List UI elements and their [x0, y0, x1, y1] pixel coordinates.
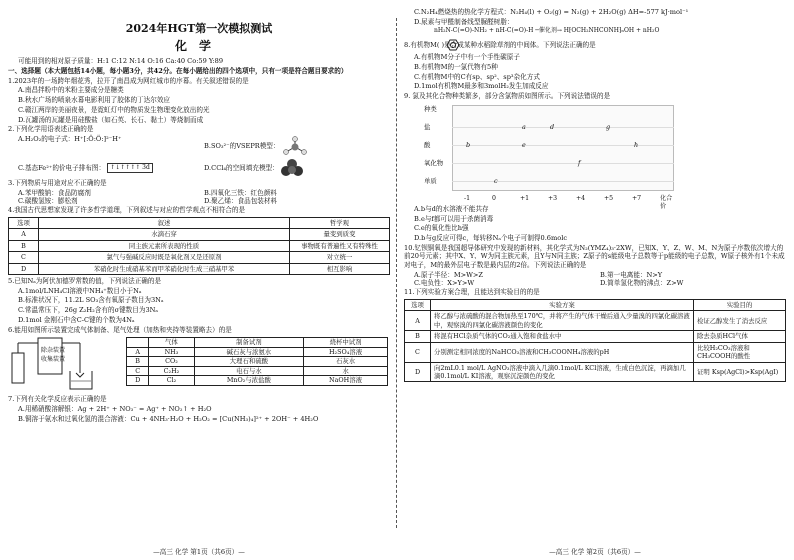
- q8-option-b: B.有机物M的一氯代物有5种: [414, 63, 498, 72]
- table-row: [9, 229, 390, 240]
- table-row: [9, 252, 390, 263]
- table-cell: 对立统一: [290, 252, 390, 263]
- q1-stem: 1.2023年的一场跨年烟花秀，拉开了南昌成为网红城市的序幕。有关叙述错误的是: [8, 76, 249, 85]
- grid-line: [452, 127, 674, 128]
- apparatus-label-2: 收集装置: [41, 356, 66, 364]
- table-cell: NH₃: [149, 347, 194, 356]
- grid-line: [452, 181, 674, 182]
- q5-option-b: B.标准状况下，11.2L SO₃含有氧原子数目为3Nₐ: [18, 296, 164, 305]
- atomic-masses: 可能用到的相对原子质量：H:1 C:12 N:14 O:16 Ca:40 Co:59 Y:89: [18, 57, 224, 66]
- table-header: 实验方案: [431, 299, 694, 310]
- q1-option-a: A.南昌拌粉中的米粉主要成分是糖类: [18, 86, 124, 95]
- vsepr-model-icon: [280, 136, 310, 156]
- y-tick-label: 盐: [424, 122, 431, 131]
- q2-option-c: C.基态Fe²⁺的价电子排布图：: [18, 163, 106, 172]
- page-footer-right: —高三 化学 第2页（共6页）—: [549, 548, 641, 556]
- x-tick-label: +1: [520, 194, 530, 202]
- table-row: [127, 347, 388, 356]
- x-axis-label: 化合价: [660, 194, 673, 211]
- q7-option-a: A.用稀硝酸溶解银：Ag + 2H⁺ + NO₃⁻ = Ag⁺ + NO₂↑ + H₂O: [18, 404, 212, 413]
- table-header: 烧杯中试剂: [304, 338, 388, 347]
- q9-option-b: B.e与f都可以用于杀菌消毒: [414, 214, 494, 223]
- table-cell: 苯硝化时生成硝基苯而甲苯硝化时生成三硝基甲苯: [39, 263, 290, 274]
- molecule-m-icon: [446, 38, 462, 52]
- table-cell: D: [127, 376, 149, 385]
- table-row: [405, 362, 786, 382]
- table-cell: 比较H₂CO₃溶液和CH₃COOH的酸性: [694, 342, 786, 362]
- q7-stem: 7.下列有关化学反应表示正确的是: [8, 395, 107, 404]
- q7d-equation: nH₂N-C(=O)-NH₂ + nH-C(=O)-H ─催化剂→ H⁅OCH₂NHCONH⁆ₙOH + nH₂O: [434, 27, 660, 35]
- q1-option-b: B.秋水广场的喷泉水幕电影利用了胶体的丁达尔效应: [18, 96, 171, 105]
- q1-option-c: C.赣江两岸的美丽夜景，是霓虹灯中的物质发生物理变化放出的光: [18, 105, 210, 114]
- q9-stem: 9. 氯及其化合物种类繁多，部分含氯物质如图所示。下列说法错误的是: [404, 92, 611, 101]
- q10-option-c: C.电负性：X>Y>W: [414, 279, 475, 288]
- q7-option-d: D.尿素与甲醛制备线型脲醛树脂：: [414, 17, 514, 26]
- chart-point-label: c: [494, 176, 498, 185]
- table-cell: 除去杂质HCl气体: [694, 331, 786, 342]
- table-cell: D: [9, 263, 39, 274]
- q10-option-b: B.第一电离能：N>Y: [600, 270, 663, 279]
- q5-stem: 5.已知Nₐ为阿伏加德罗常数的值，下列说法正确的是: [8, 277, 162, 286]
- chart-point-label: a: [522, 122, 526, 131]
- x-tick-label: 0: [492, 194, 496, 202]
- table-cell: 证明 Ksp(AgCl)>Ksp(AgI): [694, 362, 786, 382]
- table-cell: B: [127, 357, 149, 366]
- table-row: [127, 366, 388, 375]
- q2-option-b: B.SO₃²⁻的VSEPR模型：: [204, 141, 280, 150]
- chart-point-label: f: [578, 158, 581, 167]
- y-tick-label: 种类: [424, 104, 437, 113]
- table-cell: 检证乙醇发生了消去反应: [694, 311, 786, 331]
- table-row: [9, 240, 390, 251]
- grid-line: [452, 145, 674, 146]
- q6-table: [126, 337, 388, 385]
- table-cell: 石灰水: [304, 357, 388, 366]
- q3-option-c: C.碳酸氢铵：膨松剂: [18, 197, 78, 206]
- q3-option-d: D.聚乙烯：食品包装材料: [204, 197, 278, 206]
- q5-option-d: D.1mol 金刚石中含C-C键的个数为4Nₐ: [18, 315, 135, 324]
- y-tick-label: 氧化物: [424, 158, 444, 167]
- table-row: [9, 263, 390, 274]
- space-filling-model-icon: [279, 158, 305, 178]
- y-tick-label: 酸: [424, 140, 431, 149]
- table-cell: B: [9, 240, 39, 251]
- x-tick-label: -1: [464, 194, 471, 202]
- table-cell: 量变到质变: [290, 229, 390, 240]
- apparatus-icon: [8, 335, 126, 395]
- table-cell: 事物既有普遍性又有特殊性: [290, 240, 390, 251]
- left-column: [8, 8, 390, 424]
- chart-point-label: d: [550, 122, 555, 131]
- table-cell: C: [9, 252, 39, 263]
- q7-option-b: B.铜溶于氨水和过氧化氢的混合溶液：Cu + 4NH₃·H₂O + H₂O₂ = [Cu(NH₃)₄]²⁺ + 2OH⁻ + 4H₂O: [18, 414, 319, 423]
- apparatus-figure: [8, 335, 126, 395]
- chart-frame: [452, 105, 674, 191]
- q2-option-d: D.CCl₄的空间填充模型：: [204, 163, 279, 172]
- subject-title: 化学: [174, 38, 223, 53]
- q9-option-a: A.b与d的水溶液不能共存: [414, 204, 489, 213]
- q10-option-a: A.原子半径：M>W>Z: [414, 270, 483, 279]
- table-row: [127, 376, 388, 385]
- table-cell: 将混有HCl杂质气体的CO₂通入饱和食盐水中: [431, 331, 694, 342]
- q11-stem: 11.下列实验方案合理，且能达到实验目的的是: [404, 288, 540, 297]
- x-tick-label: +3: [548, 194, 558, 202]
- table-cell: Cl₂: [149, 376, 194, 385]
- section-1-heading: 一、选择题（本大题包括14小题，每小题3分，共42分。在每小题给出的四个选项中，只有一项是符合题目要求的）: [8, 67, 348, 76]
- table-cell: 水滴石穿: [39, 229, 290, 240]
- q8-option-c: C.有机物M中的C有sp、sp²、sp³杂化方式: [414, 72, 540, 81]
- q11-table: [404, 299, 786, 383]
- q3-option-b: B.四氧化三铁：红色颜料: [204, 188, 277, 197]
- page-footer-left: —高三 化学 第1页（共6页）—: [153, 548, 245, 556]
- grid-line: [452, 163, 674, 164]
- table-cell: 氯气与强碱反应时既是氧化剂又是还原剂: [39, 252, 290, 263]
- apparatus-label-1: 除杂装置: [41, 347, 66, 355]
- table-cell: 同主族元素所表现的性质: [39, 240, 290, 251]
- q5-option-c: C.常温常压下，26g Z₂H₂含有的σ键数目为3Nₐ: [18, 306, 158, 315]
- table-row: [127, 357, 388, 366]
- table-cell: MnO₂与浓盐酸: [194, 376, 303, 385]
- q4-header-option: 选项: [9, 217, 39, 228]
- orbital-diagram: ↑↓↑↑↑↑ 3d: [107, 163, 153, 173]
- table-cell: 碱石灰与浓氨水: [194, 347, 303, 356]
- table-cell: 电石与水: [194, 366, 303, 375]
- q3-stem: 3.下列物质与用途对应不正确的是: [8, 178, 107, 187]
- chart-point-label: g: [606, 122, 611, 131]
- y-tick-label: 单质: [424, 176, 437, 185]
- table-cell: CO₂: [149, 357, 194, 366]
- table-cell: D: [405, 362, 431, 382]
- q2-stem: 2.下列化学用语表述正确的是: [8, 125, 94, 134]
- q9-option-d: D.b与g反应可得c，每转移Nₐ个电子可制得0.6molc: [414, 233, 568, 242]
- column-divider: [396, 18, 397, 528]
- table-cell: A: [405, 311, 431, 331]
- table-cell: 水: [304, 366, 388, 375]
- q6-stem: 6.能用如图所示装置完成气体制备、尾气处理（加热和夹持等装置略去）的是: [8, 325, 232, 334]
- x-tick-label: +5: [604, 194, 614, 202]
- table-cell: C: [405, 342, 431, 362]
- table-cell: A: [9, 229, 39, 240]
- q7-option-c: C.N₂H₄燃烧热的热化学方程式：N₂H₄(l) + O₂(g) = N₂(g) + 2H₂O(g) ΔH=-577 kJ·mol⁻¹: [414, 8, 689, 16]
- table-header: 选项: [405, 299, 431, 310]
- table-cell: 分别测定相同浓度的NaHCO₃溶液和CH₃COONH₄溶液的pH: [431, 342, 694, 362]
- q4-stem: 4.我国古代思想家发现了许多哲学道理，下列叙述与对应的哲学观点不相符合的是: [8, 206, 246, 215]
- table-cell: C₂H₂: [149, 366, 194, 375]
- table-row: [405, 342, 786, 362]
- exam-title: 2024年HGT第一次模拟测试: [125, 22, 273, 35]
- table-cell: 向2mL0.1 mol/L AgNO₃溶液中滴入几滴0.1mol/L KCl溶液，生成白色沉淀，再滴加几滴0.1mol/L KI溶液，观察沉淀颜色的变化: [431, 362, 694, 382]
- table-cell: NaOH溶液: [304, 376, 388, 385]
- table-header: 实验目的: [694, 299, 786, 310]
- q4-header-statement: 叙述: [39, 217, 290, 228]
- table-cell: A: [127, 347, 149, 356]
- q2-option-a: A.H₂O₂的电子式：H⁺[:Ö:Ö:]²⁻H⁺: [18, 134, 122, 143]
- q9-option-c: C.e的氧化性比h强: [414, 224, 469, 233]
- table-cell: C: [127, 366, 149, 375]
- chart-point-label: e: [522, 140, 526, 149]
- table-cell: 将乙醇与浓硫酸的混合物加热至170℃，并将产生的气体干燥后通入少量溴的四氯化碳溶液中，观察溴的四氯化碳溶液颜色的变化: [431, 311, 694, 331]
- q3-option-a: A.苯甲酸钠：食品防腐剂: [18, 188, 91, 197]
- q8-option-a: A.有机物M分子中有一个手性碳原子: [414, 53, 520, 62]
- q8-option-d: D.1mol有机物M最多和3molH₂发生加成反应: [414, 82, 549, 91]
- table-cell: 相互影响: [290, 263, 390, 274]
- q10-stem: 10.钇钡铜氧是我国超导体研究中发现的新材料，其化学式为N₂(YMZ₄)₃·2XW，已知X、Y、Z、W、M、N为原子序数依次增大的前20号元素；其中X、Y、W为同主族元素，且Y与N同主族；Z原子的s能级电子总数等于p能级的电子总数，W原子核外有1个未成对电子，M的最外层电子数是最内层的2倍。下列说法正确的是: [404, 243, 785, 270]
- q10-option-d: D.简单氢化物的沸点：Z>W: [600, 279, 684, 288]
- table-cell: B: [405, 331, 431, 342]
- x-tick-label: +7: [632, 194, 642, 202]
- q4-table: [8, 217, 390, 275]
- q5-option-a: A.1mol/LNH₄Cl溶液中NH₄⁺数目小于Nₐ: [18, 286, 142, 295]
- q4-header-philosophy: 哲学观: [290, 217, 390, 228]
- table-cell: H₂SO₄溶液: [304, 347, 388, 356]
- q8-stem: 8.有机物M( )是合成某种水稻除草剂的中间体。下列说法正确的是: [404, 40, 596, 49]
- table-row: [405, 331, 786, 342]
- q1-option-d: D.瓦罐汤的瓦罐是用硅酸盐（如石英、长石、黏土）等烧制而成: [18, 115, 204, 124]
- chart-point-label: h: [634, 140, 639, 149]
- chart-point-label: b: [466, 140, 471, 149]
- right-column: [404, 8, 786, 384]
- table-cell: 大理石和硫酸: [194, 357, 303, 366]
- table-row: [405, 311, 786, 331]
- table-header: 制备试剂: [194, 338, 303, 347]
- table-header: [127, 338, 149, 347]
- x-tick-label: +4: [576, 194, 586, 202]
- table-header: 气体: [149, 338, 194, 347]
